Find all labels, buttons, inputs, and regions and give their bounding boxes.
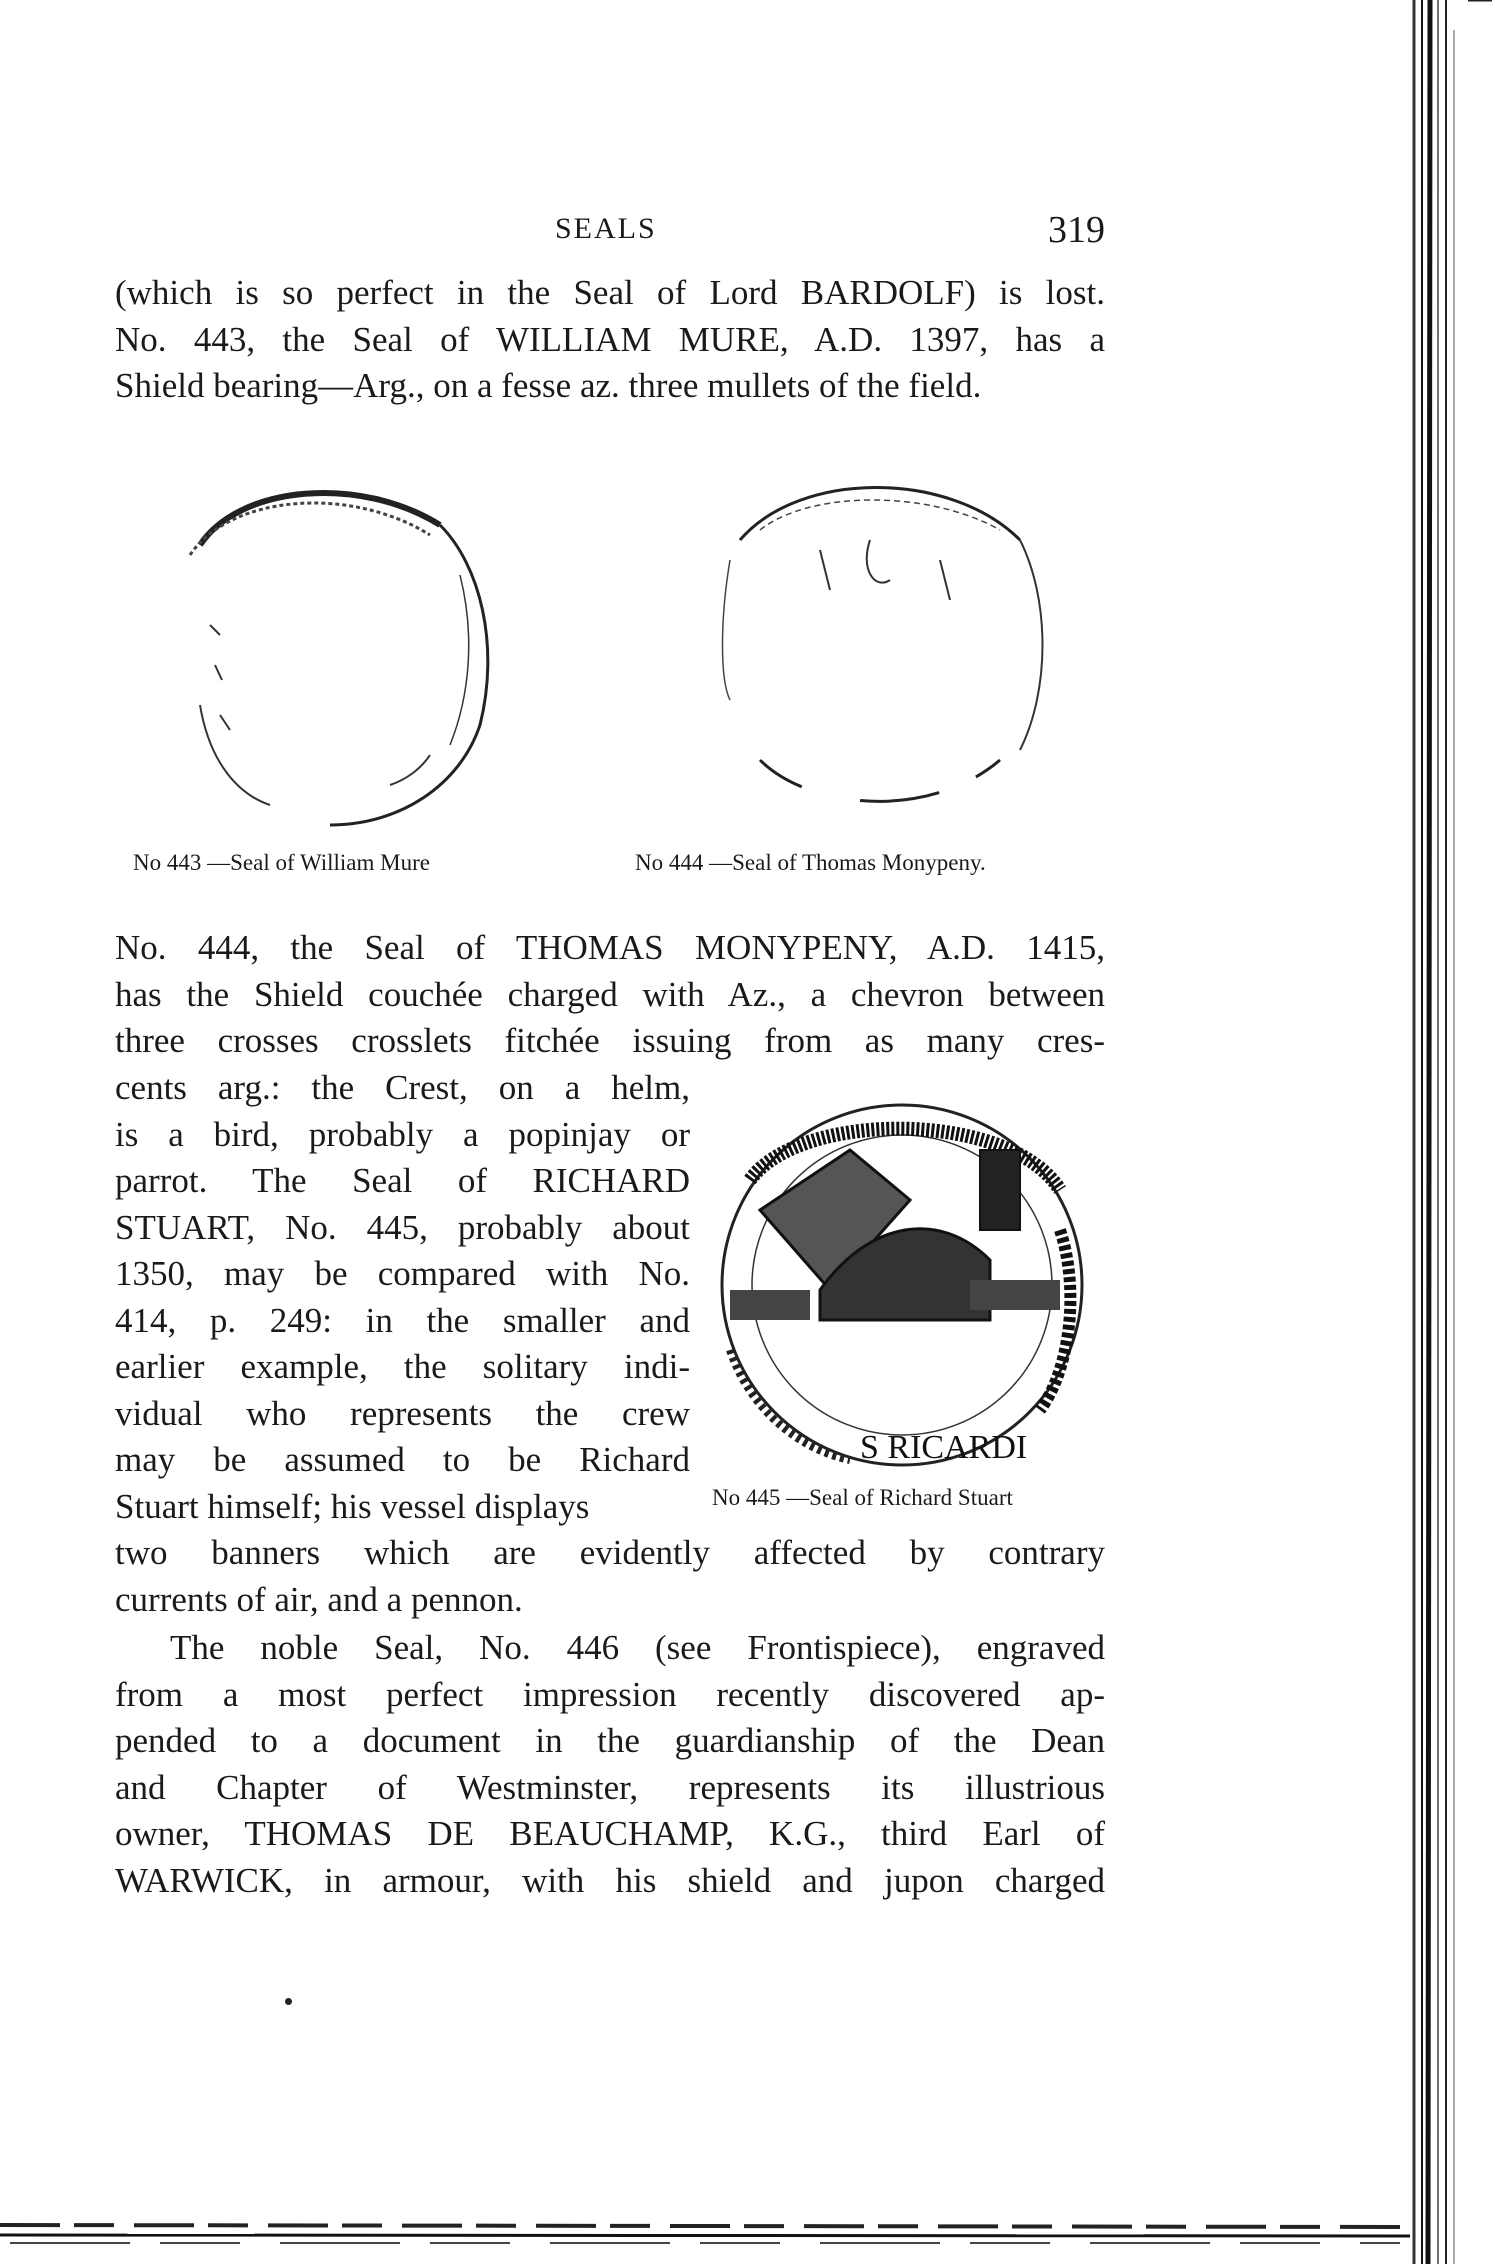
seal-445-caption: No 445 —Seal of Richard Stuart xyxy=(712,1485,1013,1510)
seal-444-illustration xyxy=(700,460,1070,840)
paragraph-1 xyxy=(115,270,1105,410)
text-line: and Chapter of Westminster, represents its illustrious xyxy=(115,1767,1105,1807)
text-line: WARWICK, in armour, with his shield and jupon charged xyxy=(115,1860,1105,1900)
text-line: cents arg.: the Crest, on a helm, xyxy=(115,1068,690,1107)
text-line: 1350, may be compared with No. xyxy=(115,1254,690,1293)
text-line: STUART, No. 445, probably about xyxy=(115,1207,690,1247)
running-title: SEALS xyxy=(555,212,657,245)
text-line: (which is so perfect in the Seal of Lord BARDOLF) is lost. xyxy=(115,273,1105,312)
seal-443-illustration xyxy=(160,465,520,845)
text-line: two banners which are evidently affected by contrary xyxy=(115,1533,1105,1572)
seal-445-illustration xyxy=(710,1090,1095,1480)
text-line: owner, THOMAS DE BEAUCHAMP, K.G., third Earl of xyxy=(115,1814,1105,1853)
paragraph-4 xyxy=(115,1625,1105,1904)
text-line: parrot. The Seal of RICHARD xyxy=(115,1161,690,1200)
text-line: is a bird, probably a popinjay or xyxy=(115,1114,690,1154)
paragraph-3 xyxy=(115,1530,1105,1623)
text-line: 414, p. 249: in the smaller and xyxy=(115,1300,690,1340)
text-line: three crosses crosslets fitchée issuing from as many cres- xyxy=(115,1021,1105,1060)
text-line: vidual who represents the crew xyxy=(115,1393,690,1433)
paragraph-2-wrap xyxy=(115,1065,690,1530)
page-edge-bottom xyxy=(0,2205,1492,2264)
text-line: No. 444, the Seal of THOMAS MONYPENY, A.D. 1415, xyxy=(115,928,1105,967)
page-number: 319 xyxy=(1048,209,1105,251)
page-edge-right xyxy=(1408,0,1492,2264)
seal-444-caption: No 444 —Seal of Thomas Monypeny. xyxy=(635,850,986,875)
seal-445-legend: S RICARDI xyxy=(860,1429,1028,1466)
text-line: earlier example, the solitary indi- xyxy=(115,1347,690,1386)
seal-443-caption: No 443 —Seal of William Mure xyxy=(133,850,430,875)
page-header xyxy=(115,208,1105,258)
text-line: Stuart himself; his vessel displays xyxy=(115,1486,590,1526)
text-line: No. 443, the Seal of WILLIAM MURE, A.D. 1397, has a xyxy=(115,319,1105,359)
text-line: Shield bearing—Arg., on a fesse az. three mullets of the field. xyxy=(115,366,982,405)
text-line: has the Shield couchée charged with Az., a chevron between xyxy=(115,974,1105,1014)
text-line: pended to a document in the guardianship of the Dean xyxy=(115,1721,1105,1760)
paragraph-2 xyxy=(115,925,1105,1065)
text-line: currents of air, and a pennon. xyxy=(115,1579,523,1619)
ink-dot xyxy=(285,1998,292,2005)
text-line: The noble Seal, No. 446 (see Frontispiece), engraved xyxy=(170,1628,1105,1667)
text-line: from a most perfect impression recently discovered ap- xyxy=(115,1674,1105,1714)
text-line: may be assumed to be Richard xyxy=(115,1440,690,1479)
